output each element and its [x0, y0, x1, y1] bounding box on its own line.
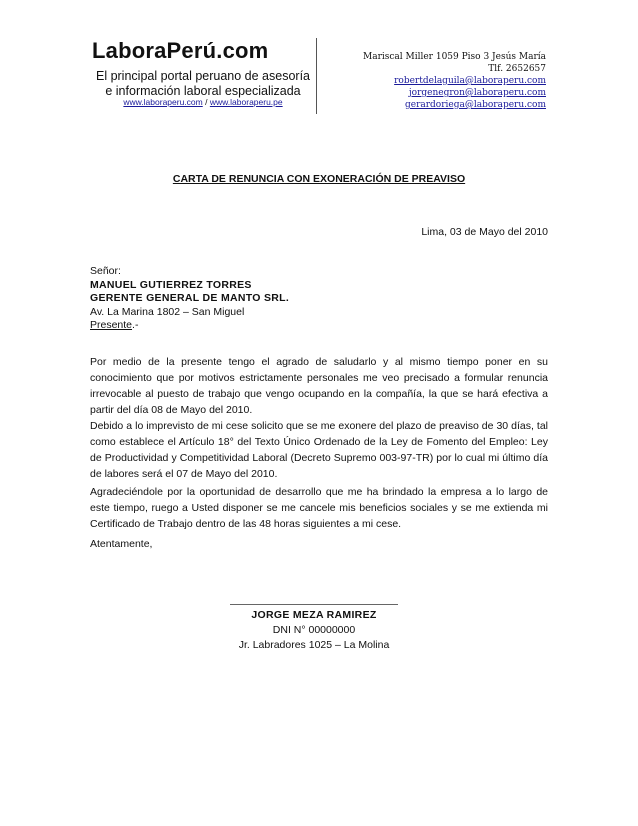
signer-dni: DNI N° 00000000 — [272, 624, 356, 636]
presente-suffix: .- — [132, 319, 139, 331]
letter-date: Lima, 03 de Mayo del 2010 — [421, 226, 548, 238]
contact-address: Mariscal Miller 1059 Piso 3 Jesús María — [362, 52, 546, 62]
brand-name: LaboraPerú.com — [92, 38, 269, 63]
website-link-pe[interactable]: www.laboraperu.pe — [209, 97, 283, 107]
contact-email[interactable]: gerardoriega@laboraperu.com — [404, 100, 546, 110]
signer-address: Jr. Labradores 1025 – La Molina — [238, 639, 390, 651]
closing: Atentamente, — [90, 538, 153, 550]
body-paragraph: Debido a lo imprevisto de mi cese solicito que se me exonere del plazo de preaviso de 30 días, tal como establece el Artículo 18° del Texto Único Ordenado de la Ley de Fomento del Empleo: Ley de Productividad y Competitividad Laboral (Decreto Supremo 003-97-TR) por lo cual mi último día de labores será el 07 de Mayo del 2010. — [90, 420, 548, 480]
link-separator: / — [205, 97, 208, 107]
header-divider — [316, 38, 317, 114]
presente-line — [90, 319, 289, 333]
contact-email[interactable]: jorgenegron@laboraperu.com — [408, 88, 546, 98]
salutation: Señor: — [90, 265, 121, 277]
letter-title: CARTA DE RENUNCIA CON EXONERACIÓN DE PREAVISO — [172, 173, 466, 185]
website-links — [92, 97, 314, 107]
website-link-com[interactable]: www.laboraperu.com — [123, 97, 203, 107]
contact-phone: Tlf. 2652657 — [488, 64, 546, 74]
recipient-name: MANUEL GUTIERREZ TORRES — [90, 278, 252, 291]
signature-line — [230, 604, 398, 605]
recipient-title: GERENTE GENERAL DE MANTO SRL. — [90, 292, 290, 304]
recipient-address: Av. La Marina 1802 – San Miguel — [90, 305, 245, 318]
body-paragraph: Agradeciéndole por la oportunidad de desarrollo que me ha brindado la empresa a lo largo de este tiempo, ruego a Usted disponer se me cancele mis beneficios sociales y se me extienda mi Certificado de Trabajo dentro de las 48 horas siguientes a mi cese. — [90, 486, 548, 530]
brand-tagline: El principal portal peruano de asesoría e información laboral especializada — [95, 69, 311, 98]
presente-word: Presente — [90, 319, 133, 331]
signer-name: JORGE MEZA RAMIREZ — [251, 609, 377, 621]
contact-email[interactable]: robertdelaguila@laboraperu.com — [394, 76, 546, 86]
contact-block — [331, 51, 546, 111]
body-paragraph: Por medio de la presente tengo el agrado de saludarlo y al mismo tiempo poner en su conocimiento que por motivos estrictamente personales me veo precisado a formular renuncia irrevocable al puesto de trabajo que vengo ocupando en la compañía, la que se hará efectiva a partir del día 08 de Mayo del 2010. — [90, 356, 548, 416]
addressee-block — [90, 265, 289, 333]
